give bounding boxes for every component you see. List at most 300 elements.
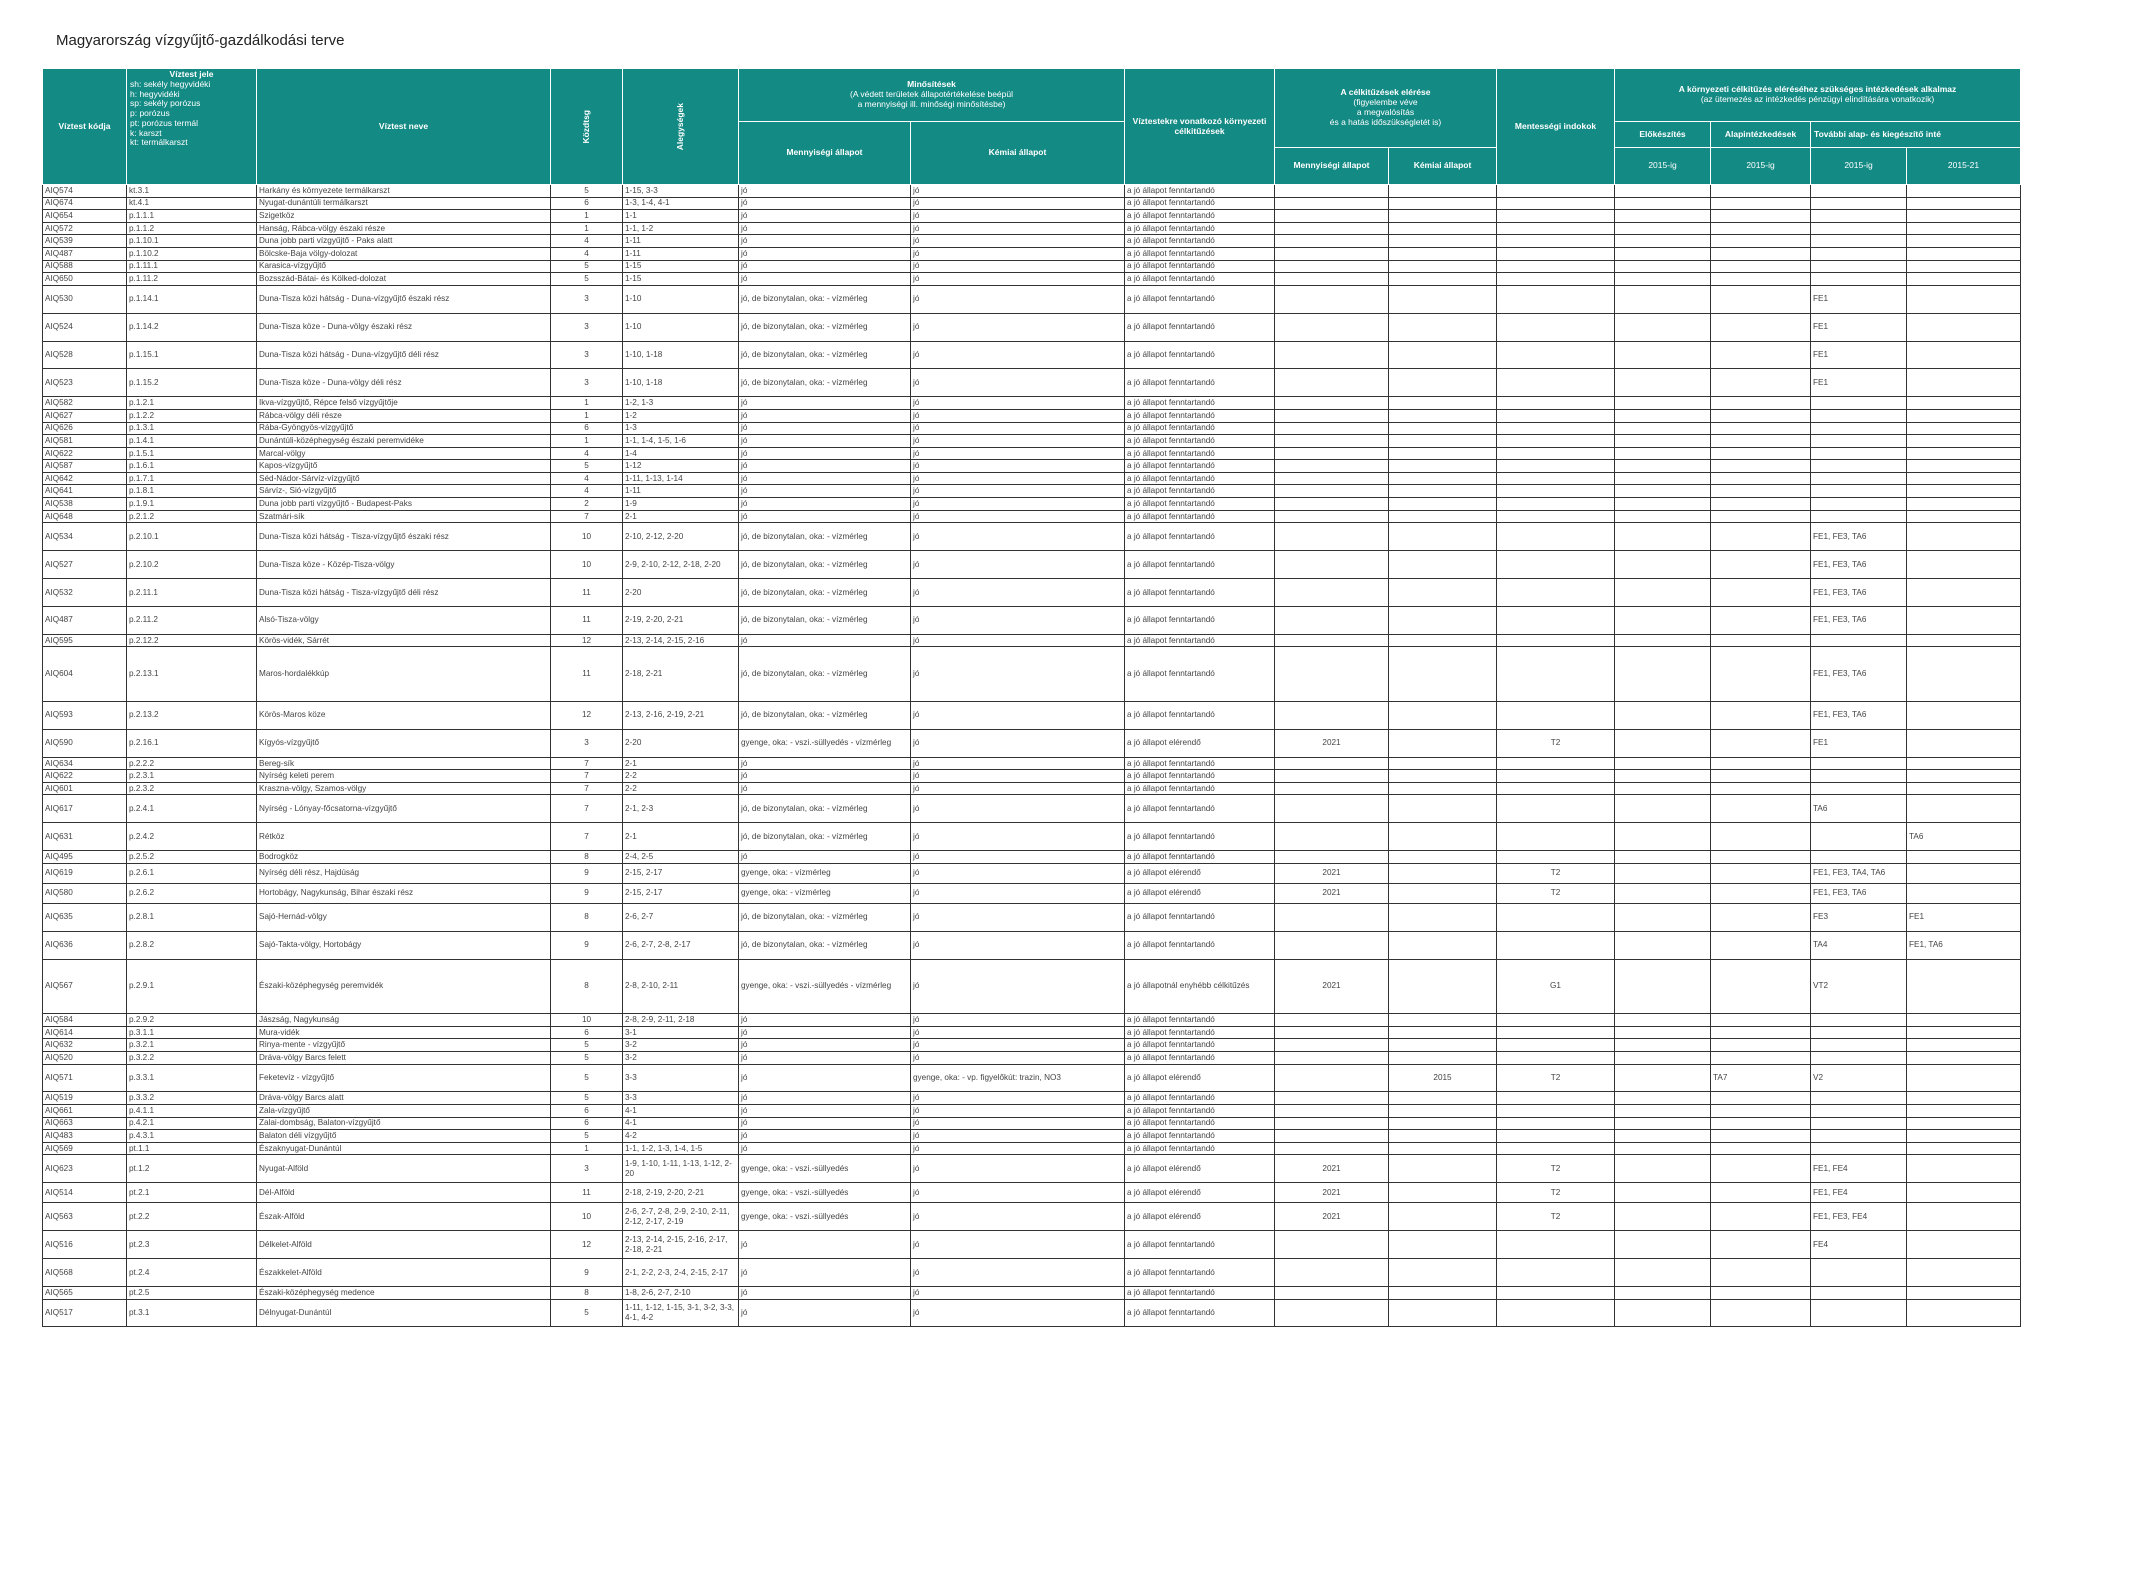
- table-row: [43, 1299, 2021, 1327]
- cell-elokeszites: [1615, 1117, 1711, 1130]
- cell-elokeszites: [1615, 782, 1711, 795]
- cell-elokeszites: [1615, 1064, 1711, 1092]
- cell-kozdtsg: 8: [551, 959, 623, 1014]
- cell-mentessegi: [1497, 435, 1615, 448]
- cell-eleres-menny: [1275, 260, 1389, 273]
- cell-kozdtsg: 4: [551, 485, 623, 498]
- cell-tovabbi-1: TA4: [1811, 931, 1907, 959]
- cell-eleres-kem: [1389, 729, 1497, 757]
- cell-celkituzes: a jó állapot fenntartandó: [1125, 782, 1275, 795]
- cell-celkituzes: a jó állapot fenntartandó: [1125, 472, 1275, 485]
- cell-kemiai: jó: [911, 341, 1125, 369]
- cell-alap: [1711, 579, 1811, 607]
- cell-eleres-kem: [1389, 1286, 1497, 1299]
- cell-mentessegi: [1497, 273, 1615, 286]
- cell-mentessegi: T2: [1497, 729, 1615, 757]
- cell-kemiai: jó: [911, 185, 1125, 198]
- cell-alegysegek: 1-2: [623, 409, 739, 422]
- cell-mennyisegi: jó: [739, 782, 911, 795]
- cell-eleres-kem: [1389, 782, 1497, 795]
- cell-celkituzes: a jó állapot fenntartandó: [1125, 770, 1275, 783]
- cell-mentessegi: [1497, 782, 1615, 795]
- cell-tovabbi-1: FE1, FE3, TA6: [1811, 647, 1907, 702]
- cell-mentessegi: [1497, 341, 1615, 369]
- cell-mentessegi: [1497, 1231, 1615, 1259]
- cell-kod: AIQ674: [43, 197, 127, 210]
- cell-alap: [1711, 1299, 1811, 1327]
- cell-mentessegi: T2: [1497, 1183, 1615, 1203]
- cell-kozdtsg: 3: [551, 341, 623, 369]
- cell-alegysegek: 2-20: [623, 579, 739, 607]
- cell-eleres-kem: [1389, 472, 1497, 485]
- cell-mennyisegi: jó: [739, 510, 911, 523]
- cell-kod: AIQ528: [43, 341, 127, 369]
- cell-kemiai: jó: [911, 1039, 1125, 1052]
- cell-tovabbi-1: FE1: [1811, 369, 1907, 397]
- cell-tovabbi-1: FE1, FE4: [1811, 1183, 1907, 1203]
- cell-kemiai: jó: [911, 247, 1125, 260]
- cell-kod: AIQ588: [43, 260, 127, 273]
- cell-tovabbi-2: [1907, 285, 2021, 313]
- cell-nev: Hortobágy, Nagykunság, Bihar északi rész: [257, 883, 551, 903]
- cell-jel: p.2.4.1: [127, 795, 257, 823]
- cell-eleres-menny: [1275, 579, 1389, 607]
- cell-alap: [1711, 883, 1811, 903]
- cell-kemiai: jó: [911, 1183, 1125, 1203]
- cell-tovabbi-1: FE1, FE3, TA6: [1811, 606, 1907, 634]
- cell-nev: Északi-középhegység medence: [257, 1286, 551, 1299]
- cell-eleres-kem: [1389, 260, 1497, 273]
- cell-jel: p.1.11.2: [127, 273, 257, 286]
- cell-mentessegi: [1497, 770, 1615, 783]
- cell-kod: AIQ590: [43, 729, 127, 757]
- cell-alap: [1711, 647, 1811, 702]
- cell-elokeszites: [1615, 510, 1711, 523]
- header-jel-legend-1: h: hegyvidéki: [130, 88, 180, 99]
- cell-mennyisegi: gyenge, oka: - vszi.-süllyedés - vízmérleg: [739, 959, 911, 1014]
- cell-eleres-menny: [1275, 551, 1389, 579]
- cell-alegysegek: 2-6, 2-7, 2-8, 2-9, 2-10, 2-11, 2-12, 2-17, 2-19: [623, 1203, 739, 1231]
- cell-jel: p.4.2.1: [127, 1117, 257, 1130]
- table-row: [43, 782, 2021, 795]
- cell-kozdtsg: 7: [551, 510, 623, 523]
- cell-alap: [1711, 1026, 1811, 1039]
- cell-tovabbi-1: [1811, 409, 1907, 422]
- cell-alegysegek: 3-3: [623, 1064, 739, 1092]
- cell-kod: AIQ483: [43, 1130, 127, 1143]
- table-row: [43, 472, 2021, 485]
- cell-celkituzes: a jó állapot elérendő: [1125, 1203, 1275, 1231]
- cell-nev: Kraszna-völgy, Szamos-völgy: [257, 782, 551, 795]
- cell-eleres-menny: [1275, 1051, 1389, 1064]
- cell-kozdtsg: 5: [551, 185, 623, 198]
- cell-tovabbi-1: [1811, 247, 1907, 260]
- cell-kozdtsg: 5: [551, 460, 623, 473]
- cell-jel: kt.3.1: [127, 185, 257, 198]
- cell-alap: [1711, 409, 1811, 422]
- cell-kemiai: jó: [911, 851, 1125, 864]
- header-jel-legend-6: kt: termálkarszt: [130, 137, 188, 148]
- cell-alap: [1711, 551, 1811, 579]
- cell-mennyisegi: jó, de bizonytalan, oka: - vízmérleg: [739, 701, 911, 729]
- header-tovabbi: További alap- és kiegészítő inté: [1811, 122, 2021, 148]
- cell-eleres-kem: [1389, 273, 1497, 286]
- cell-mennyisegi: jó: [739, 222, 911, 235]
- water-bodies-table: [42, 68, 2021, 1327]
- cell-kod: AIQ539: [43, 235, 127, 248]
- cell-elokeszites: [1615, 959, 1711, 1014]
- cell-kod: AIQ614: [43, 1026, 127, 1039]
- cell-mentessegi: [1497, 795, 1615, 823]
- cell-kozdtsg: 10: [551, 1014, 623, 1027]
- table-body: [43, 185, 2021, 1327]
- cell-kozdtsg: 4: [551, 472, 623, 485]
- cell-alap: [1711, 185, 1811, 198]
- cell-kemiai: jó: [911, 823, 1125, 851]
- cell-celkituzes: a jó állapot fenntartandó: [1125, 1026, 1275, 1039]
- cell-kozdtsg: 5: [551, 1092, 623, 1105]
- cell-kemiai: jó: [911, 1286, 1125, 1299]
- cell-mentessegi: [1497, 397, 1615, 410]
- cell-tovabbi-2: [1907, 435, 2021, 448]
- cell-alap: [1711, 863, 1811, 883]
- cell-elokeszites: [1615, 1014, 1711, 1027]
- cell-alegysegek: 2-13, 2-14, 2-15, 2-16: [623, 634, 739, 647]
- cell-kemiai: jó: [911, 222, 1125, 235]
- cell-kod: AIQ519: [43, 1092, 127, 1105]
- cell-mennyisegi: jó: [739, 397, 911, 410]
- cell-eleres-kem: [1389, 510, 1497, 523]
- cell-mentessegi: [1497, 1142, 1615, 1155]
- table-row: [43, 795, 2021, 823]
- cell-tovabbi-1: TA6: [1811, 795, 1907, 823]
- cell-tovabbi-1: [1811, 757, 1907, 770]
- cell-kozdtsg: 5: [551, 1039, 623, 1052]
- cell-eleres-menny: [1275, 273, 1389, 286]
- cell-eleres-menny: 2021: [1275, 1155, 1389, 1183]
- cell-elokeszites: [1615, 1039, 1711, 1052]
- cell-nev: Zalai-dombság, Balaton-vízgyűjtő: [257, 1117, 551, 1130]
- cell-eleres-menny: [1275, 903, 1389, 931]
- cell-eleres-menny: [1275, 1064, 1389, 1092]
- cell-eleres-menny: [1275, 235, 1389, 248]
- cell-nev: Dráva-völgy Barcs alatt: [257, 1092, 551, 1105]
- cell-nev: Hanság, Rábca-völgy északi része: [257, 222, 551, 235]
- cell-kemiai: jó: [911, 729, 1125, 757]
- cell-kemiai: jó: [911, 1142, 1125, 1155]
- cell-alegysegek: 2-19, 2-20, 2-21: [623, 606, 739, 634]
- table-row: [43, 1092, 2021, 1105]
- cell-tovabbi-2: [1907, 795, 2021, 823]
- cell-elokeszites: [1615, 551, 1711, 579]
- table-row: [43, 701, 2021, 729]
- cell-jel: p.1.10.2: [127, 247, 257, 260]
- header-period-alap: 2015-ig: [1711, 148, 1811, 185]
- cell-mennyisegi: jó: [739, 210, 911, 223]
- cell-mentessegi: [1497, 903, 1615, 931]
- cell-mentessegi: [1497, 197, 1615, 210]
- cell-kemiai: jó: [911, 369, 1125, 397]
- cell-tovabbi-1: [1811, 1026, 1907, 1039]
- cell-tovabbi-2: [1907, 1051, 2021, 1064]
- cell-elokeszites: [1615, 1286, 1711, 1299]
- cell-mennyisegi: jó, de bizonytalan, oka: - vízmérleg: [739, 903, 911, 931]
- cell-tovabbi-1: [1811, 472, 1907, 485]
- cell-tovabbi-1: [1811, 510, 1907, 523]
- cell-jel: p.2.16.1: [127, 729, 257, 757]
- table-row: [43, 197, 2021, 210]
- cell-celkituzes: a jó állapot fenntartandó: [1125, 1104, 1275, 1117]
- cell-tovabbi-1: FE1, FE3, TA4, TA6: [1811, 863, 1907, 883]
- cell-eleres-kem: [1389, 197, 1497, 210]
- cell-elokeszites: [1615, 606, 1711, 634]
- header-kdtsg: Közdtsg: [551, 69, 623, 185]
- cell-nev: Duna jobb parti vízgyűjtő - Paks alatt: [257, 235, 551, 248]
- header-elokeszites: Előkészítés: [1615, 122, 1711, 148]
- cell-kod: AIQ568: [43, 1259, 127, 1287]
- cell-jel: p.2.1.2: [127, 510, 257, 523]
- cell-kod: AIQ587: [43, 460, 127, 473]
- cell-celkituzes: a jó állapot fenntartandó: [1125, 757, 1275, 770]
- cell-tovabbi-2: [1907, 485, 2021, 498]
- cell-eleres-menny: [1275, 1299, 1389, 1327]
- cell-kod: AIQ514: [43, 1183, 127, 1203]
- cell-celkituzes: a jó állapot fenntartandó: [1125, 1130, 1275, 1143]
- cell-kemiai: jó: [911, 770, 1125, 783]
- cell-kod: AIQ567: [43, 959, 127, 1014]
- cell-eleres-kem: [1389, 498, 1497, 511]
- cell-kemiai: jó: [911, 701, 1125, 729]
- cell-eleres-kem: [1389, 634, 1497, 647]
- cell-eleres-menny: [1275, 606, 1389, 634]
- cell-nev: Észak-Alföld: [257, 1203, 551, 1231]
- cell-elokeszites: [1615, 422, 1711, 435]
- cell-mennyisegi: jó: [739, 634, 911, 647]
- table-row: [43, 422, 2021, 435]
- cell-elokeszites: [1615, 369, 1711, 397]
- cell-celkituzes: a jó állapot fenntartandó: [1125, 197, 1275, 210]
- table-row: [43, 1259, 2021, 1287]
- cell-kod: AIQ604: [43, 647, 127, 702]
- cell-mennyisegi: jó, de bizonytalan, oka: - vízmérleg: [739, 551, 911, 579]
- cell-eleres-menny: [1275, 1142, 1389, 1155]
- header-mentessegi: Mentességi indokok: [1497, 69, 1615, 185]
- cell-mennyisegi: gyenge, oka: - vszi.-süllyedés: [739, 1203, 911, 1231]
- cell-tovabbi-1: [1811, 485, 1907, 498]
- cell-kod: AIQ495: [43, 851, 127, 864]
- cell-kemiai: jó: [911, 795, 1125, 823]
- cell-kod: AIQ631: [43, 823, 127, 851]
- cell-tovabbi-2: [1907, 422, 2021, 435]
- cell-celkituzes: a jó állapot fenntartandó: [1125, 579, 1275, 607]
- cell-alegysegek: 3-2: [623, 1039, 739, 1052]
- cell-kemiai: jó: [911, 931, 1125, 959]
- cell-kozdtsg: 7: [551, 823, 623, 851]
- cell-eleres-kem: [1389, 1299, 1497, 1327]
- cell-kozdtsg: 5: [551, 273, 623, 286]
- cell-eleres-kem: [1389, 1051, 1497, 1064]
- cell-jel: p.1.15.1: [127, 341, 257, 369]
- cell-jel: p.2.5.2: [127, 851, 257, 864]
- cell-mentessegi: [1497, 235, 1615, 248]
- cell-celkituzes: a jó állapot fenntartandó: [1125, 447, 1275, 460]
- cell-elokeszites: [1615, 931, 1711, 959]
- cell-mennyisegi: jó: [739, 435, 911, 448]
- cell-mentessegi: T2: [1497, 863, 1615, 883]
- cell-jel: p.1.15.2: [127, 369, 257, 397]
- cell-mentessegi: [1497, 369, 1615, 397]
- cell-nev: Rábca-völgy déli része: [257, 409, 551, 422]
- cell-alegysegek: 2-1: [623, 510, 739, 523]
- cell-mennyisegi: jó: [739, 260, 911, 273]
- cell-celkituzes: a jó állapot elérendő: [1125, 1064, 1275, 1092]
- cell-mennyisegi: jó, de bizonytalan, oka: - vízmérleg: [739, 823, 911, 851]
- cell-celkituzes: a jó állapot fenntartandó: [1125, 285, 1275, 313]
- cell-alegysegek: 3-1: [623, 1026, 739, 1039]
- cell-eleres-kem: 2015: [1389, 1064, 1497, 1092]
- cell-jel: p.2.13.1: [127, 647, 257, 702]
- cell-kod: AIQ623: [43, 1155, 127, 1183]
- cell-mennyisegi: jó: [739, 197, 911, 210]
- cell-mentessegi: [1497, 931, 1615, 959]
- cell-elokeszites: [1615, 851, 1711, 864]
- header-jel-title: Víztest jele: [169, 69, 214, 79]
- cell-mennyisegi: gyenge, oka: - vízmérleg: [739, 883, 911, 903]
- cell-mennyisegi: jó: [739, 1014, 911, 1027]
- cell-celkituzes: a jó állapot fenntartandó: [1125, 1286, 1275, 1299]
- cell-mentessegi: [1497, 1026, 1615, 1039]
- cell-kod: AIQ627: [43, 409, 127, 422]
- cell-jel: p.1.1.2: [127, 222, 257, 235]
- cell-tovabbi-1: [1811, 460, 1907, 473]
- cell-nev: Duna-Tisza közi hátság - Duna-vízgyűjtő déli rész: [257, 341, 551, 369]
- cell-kemiai: jó: [911, 1014, 1125, 1027]
- cell-jel: pt.2.5: [127, 1286, 257, 1299]
- table-row: [43, 435, 2021, 448]
- cell-nev: Duna-Tisza köze - Duna-völgy északi rész: [257, 313, 551, 341]
- cell-kod: AIQ534: [43, 523, 127, 551]
- table-row: [43, 247, 2021, 260]
- header-jel-legend-5: k: karszt: [130, 127, 162, 138]
- cell-tovabbi-1: [1811, 823, 1907, 851]
- cell-kemiai: jó: [911, 606, 1125, 634]
- water-management-table-wrapper: [42, 68, 2020, 1327]
- cell-kozdtsg: 6: [551, 422, 623, 435]
- cell-alap: [1711, 1039, 1811, 1052]
- cell-eleres-kem: [1389, 1039, 1497, 1052]
- cell-alap: [1711, 235, 1811, 248]
- cell-eleres-menny: [1275, 1104, 1389, 1117]
- cell-nev: Délnyugat-Dunántúl: [257, 1299, 551, 1327]
- cell-alegysegek: 3-2: [623, 1051, 739, 1064]
- cell-jel: pt.1.1: [127, 1142, 257, 1155]
- cell-kemiai: jó: [911, 959, 1125, 1014]
- cell-kemiai: jó: [911, 1130, 1125, 1143]
- cell-celkituzes: a jó állapot fenntartandó: [1125, 409, 1275, 422]
- cell-mennyisegi: jó: [739, 447, 911, 460]
- cell-kod: AIQ523: [43, 369, 127, 397]
- cell-nev: Bodrogköz: [257, 851, 551, 864]
- cell-mennyisegi: jó: [739, 460, 911, 473]
- cell-kozdtsg: 3: [551, 285, 623, 313]
- table-row: [43, 460, 2021, 473]
- cell-eleres-kem: [1389, 460, 1497, 473]
- cell-alegysegek: 1-1, 1-4, 1-5, 1-6: [623, 435, 739, 448]
- cell-eleres-kem: [1389, 447, 1497, 460]
- cell-mentessegi: [1497, 210, 1615, 223]
- cell-elokeszites: [1615, 1299, 1711, 1327]
- cell-nev: Délkelet-Alföld: [257, 1231, 551, 1259]
- header-period-tovabbi-1: 2015-ig: [1811, 148, 1907, 185]
- cell-alegysegek: 1-10, 1-18: [623, 369, 739, 397]
- cell-tovabbi-1: FE1, FE3, TA6: [1811, 523, 1907, 551]
- cell-alap: [1711, 1104, 1811, 1117]
- cell-celkituzes: a jó állapot fenntartandó: [1125, 851, 1275, 864]
- cell-eleres-kem: [1389, 222, 1497, 235]
- cell-jel: p.1.7.1: [127, 472, 257, 485]
- table-row: [43, 260, 2021, 273]
- cell-alegysegek: 2-2: [623, 782, 739, 795]
- cell-tovabbi-1: FE1, FE3, FE4: [1811, 1203, 1907, 1231]
- cell-tovabbi-2: [1907, 959, 2021, 1014]
- cell-mennyisegi: jó, de bizonytalan, oka: - vízmérleg: [739, 931, 911, 959]
- cell-jel: p.1.9.1: [127, 498, 257, 511]
- cell-kod: AIQ571: [43, 1064, 127, 1092]
- cell-elokeszites: [1615, 285, 1711, 313]
- table-row: [43, 863, 2021, 883]
- cell-tovabbi-2: [1907, 447, 2021, 460]
- cell-mennyisegi: jó: [739, 1104, 911, 1117]
- cell-mennyisegi: gyenge, oka: - vízmérleg: [739, 863, 911, 883]
- cell-celkituzes: a jó állapot fenntartandó: [1125, 435, 1275, 448]
- table-row: [43, 1014, 2021, 1027]
- cell-kod: AIQ595: [43, 634, 127, 647]
- cell-tovabbi-1: [1811, 397, 1907, 410]
- cell-kod: AIQ617: [43, 795, 127, 823]
- cell-jel: pt.2.3: [127, 1231, 257, 1259]
- cell-alegysegek: 1-15: [623, 273, 739, 286]
- cell-mentessegi: [1497, 1130, 1615, 1143]
- cell-tovabbi-1: [1811, 447, 1907, 460]
- cell-tovabbi-1: FE1, FE3, TA6: [1811, 883, 1907, 903]
- cell-eleres-menny: [1275, 1092, 1389, 1105]
- cell-alegysegek: 1-3: [623, 422, 739, 435]
- cell-elokeszites: [1615, 795, 1711, 823]
- cell-jel: p.1.1.1: [127, 210, 257, 223]
- cell-alap: [1711, 485, 1811, 498]
- cell-mennyisegi: jó: [739, 1051, 911, 1064]
- cell-kozdtsg: 9: [551, 863, 623, 883]
- cell-alegysegek: 1-11: [623, 247, 739, 260]
- cell-kemiai: jó: [911, 523, 1125, 551]
- cell-celkituzes: a jó állapot fenntartandó: [1125, 185, 1275, 198]
- header-jel-legend-0: sh: sekély hegyvidéki: [130, 78, 211, 89]
- cell-eleres-menny: [1275, 409, 1389, 422]
- cell-kemiai: jó: [911, 460, 1125, 473]
- cell-tovabbi-1: FE1: [1811, 285, 1907, 313]
- cell-kemiai: jó: [911, 472, 1125, 485]
- table-row: [43, 823, 2021, 851]
- cell-tovabbi-2: [1907, 472, 2021, 485]
- cell-kozdtsg: 10: [551, 551, 623, 579]
- cell-kod: AIQ622: [43, 447, 127, 460]
- cell-tovabbi-2: [1907, 1039, 2021, 1052]
- cell-kod: AIQ601: [43, 782, 127, 795]
- header-alap: Alapintézkedések: [1711, 122, 1811, 148]
- cell-kemiai: jó: [911, 260, 1125, 273]
- cell-nev: Bozsszád-Bátai- és Kölked-dolozat: [257, 273, 551, 286]
- cell-mentessegi: [1497, 1014, 1615, 1027]
